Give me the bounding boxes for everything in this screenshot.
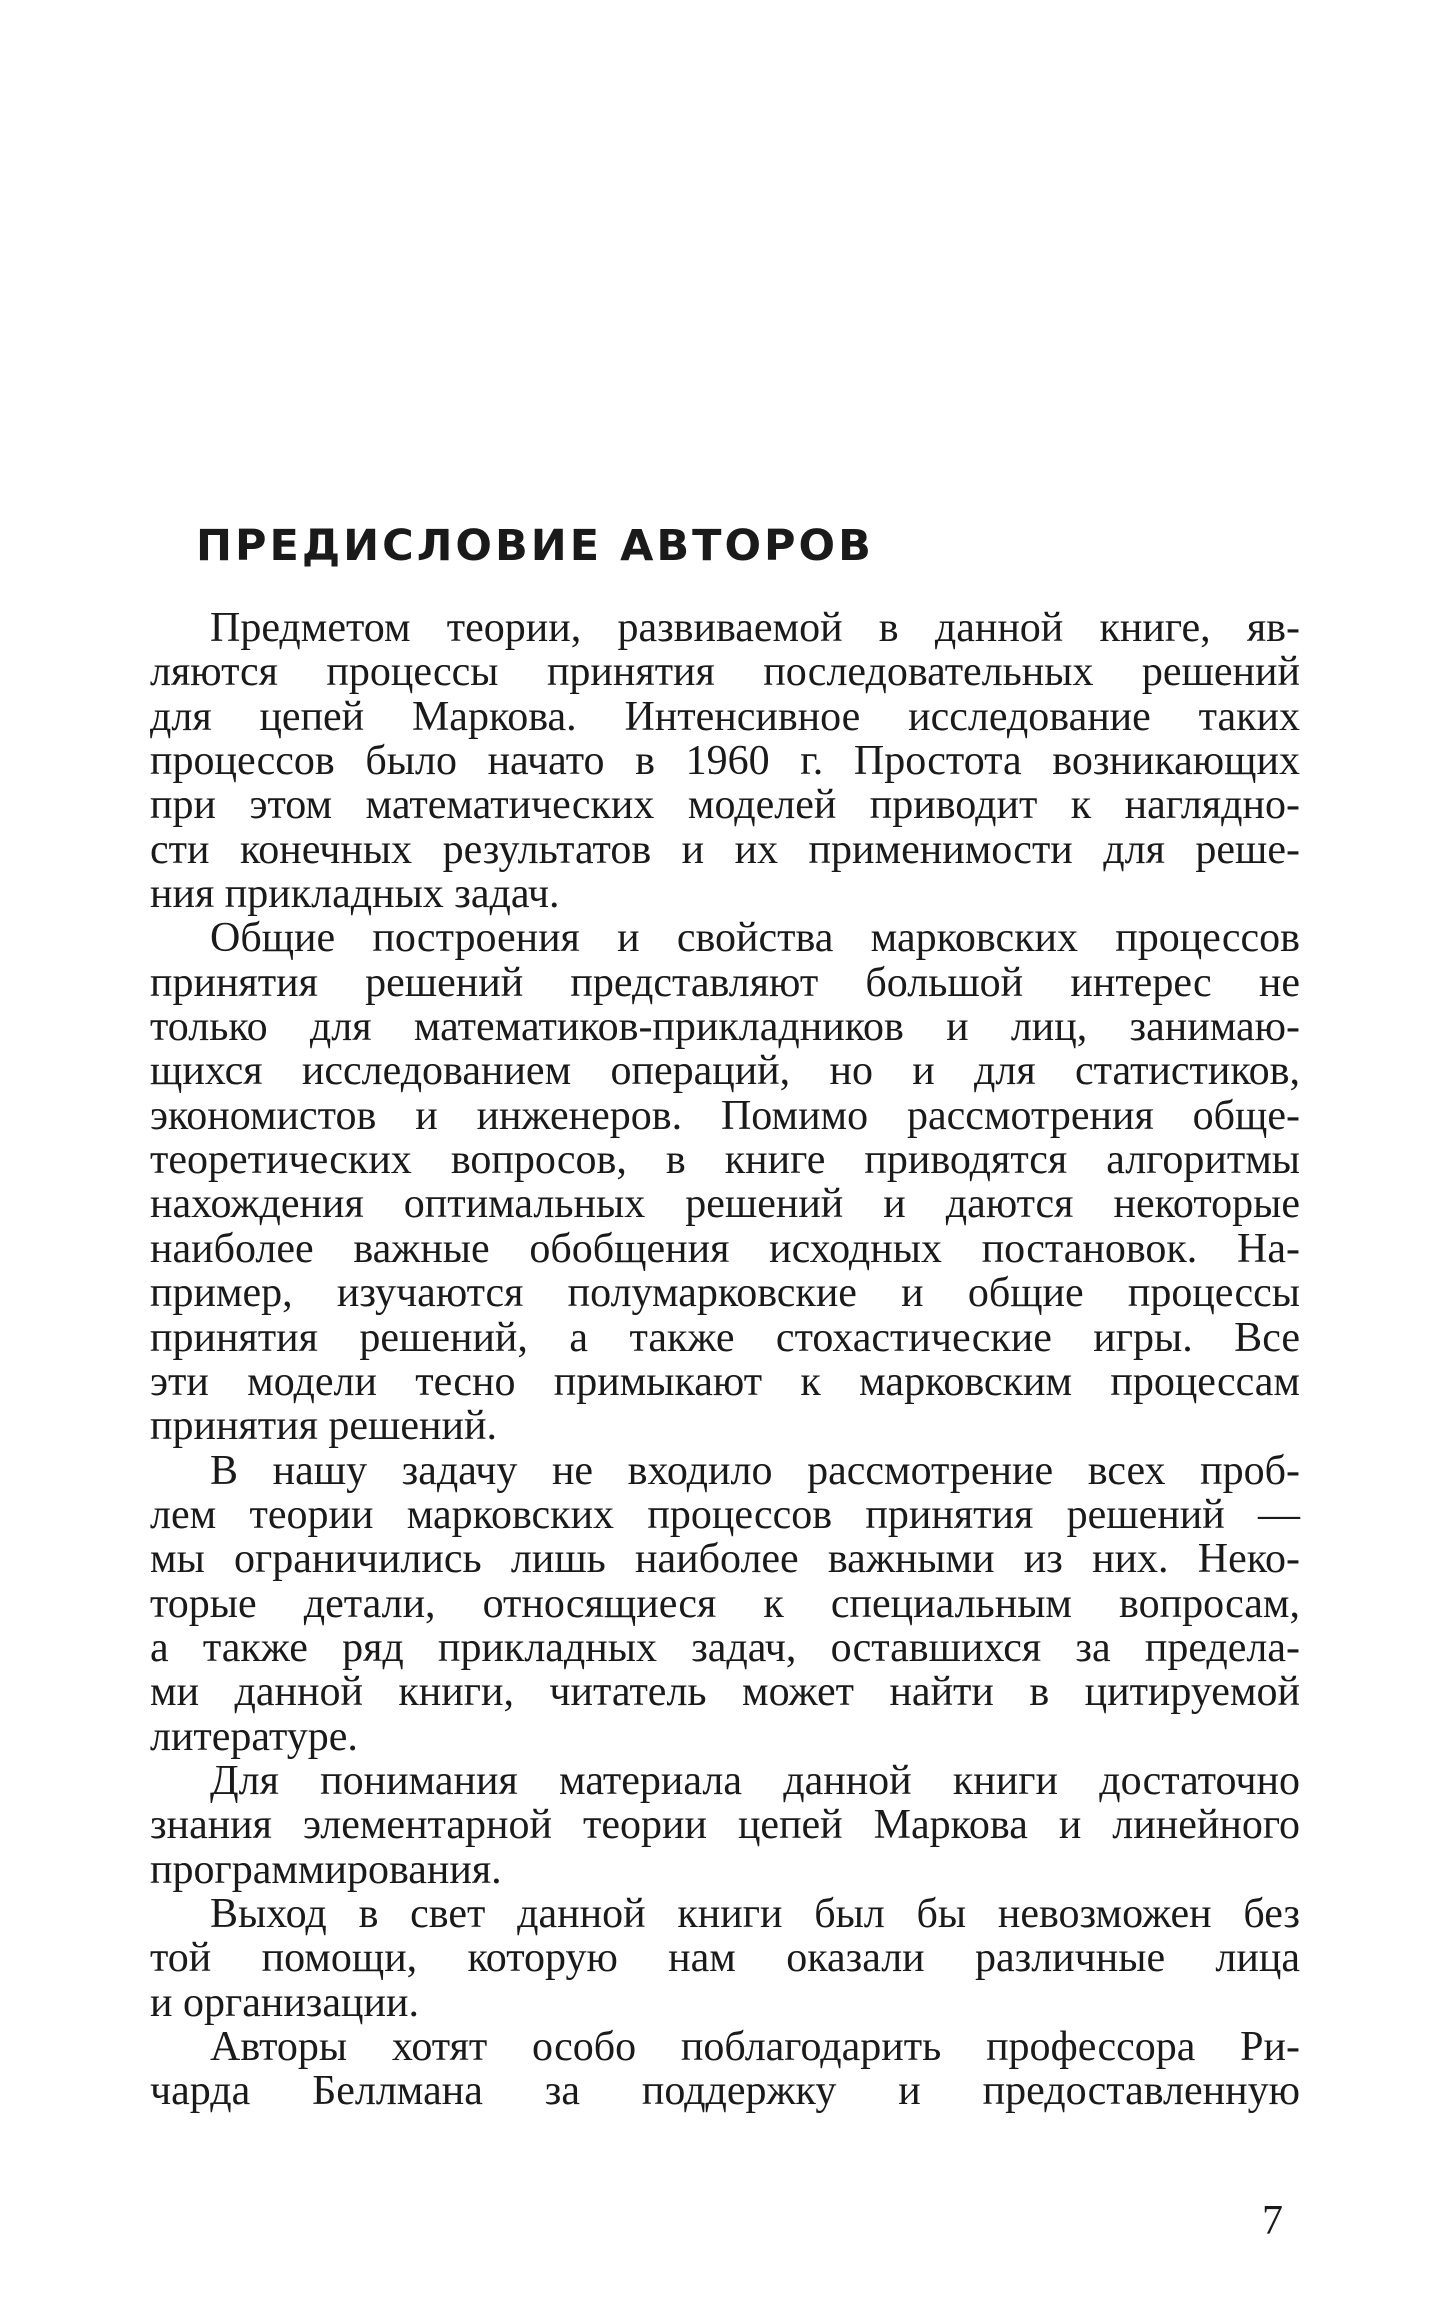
text-line: программирования. [150, 1846, 502, 1893]
paragraph-3 [150, 1449, 1300, 1759]
text-line: теоретических вопросов, в книге приводятся алгоритмы [150, 1137, 1300, 1184]
paragraph-6 [150, 2025, 1300, 2114]
text-line: а также ряд прикладных задач, оставшихся за предела- [150, 1624, 1300, 1671]
text-line: при этом математических моделей приводит к нагляднo- [150, 782, 1300, 829]
text-line: лем теории марковских процессов принятия решений — [150, 1491, 1300, 1538]
text-line: Для понимания материала данной книги достаточно [210, 1757, 1300, 1804]
text-line: для цепей Маркова. Интенсивное исследование таких [150, 693, 1300, 740]
text-line: экономистов и инженеров. Помимо рассмотрения обще- [150, 1092, 1300, 1139]
text-line: ми данной книги, читатель может найти в цитируемой [150, 1669, 1300, 1716]
text-line: мы ограничились лишь наиболее важными из них. Неко- [150, 1536, 1300, 1583]
text-line: ляются процессы принятия последовательных решений [150, 649, 1300, 696]
text-line: процессов было начато в 1960 г. Простота возникающих [150, 738, 1300, 785]
page-number: 7 [1262, 2198, 1283, 2244]
preface-body [150, 606, 1300, 2114]
text-line: торые детали, относящиеся к специальным вопросам, [150, 1580, 1300, 1627]
text-line: Авторы хотят особо поблагодарить профессора Ри- [210, 2024, 1300, 2070]
text-line: щихся исследованием операций, но и для статистиков, [150, 1048, 1300, 1095]
text-line: Выход в свет данной книги был бы невозможен без [210, 1890, 1300, 1937]
text-line: эти модели тесно примыкают к марковским процессам [150, 1358, 1300, 1405]
text-line: чарда Беллмана за поддержку и предоставленную [150, 2068, 1300, 2115]
text-line: принятия решений представляют большой интерес не [150, 959, 1300, 1006]
paragraph-2 [150, 916, 1300, 1448]
text-line: ния прикладных задач. [150, 871, 560, 918]
text-line: сти конечных результатов и их применимости для реше- [150, 826, 1300, 873]
text-line: принятия решений, а также стохастические игры. Все [150, 1314, 1300, 1361]
text-line: Общие построения и свойства марковских процессов [210, 915, 1300, 962]
text-line: знания элементарной теории цепей Маркова и линейного [150, 1802, 1300, 1849]
text-line: принятия решений. [150, 1403, 497, 1450]
text-line: литературе. [150, 1713, 358, 1760]
text-line: наиболее важные обобщения исходных постановок. На- [150, 1225, 1300, 1272]
text-line: В нашу задачу не входило рассмотрение всех проб- [210, 1447, 1300, 1494]
paragraph-1 [150, 606, 1300, 916]
paragraph-4 [150, 1759, 1300, 1892]
page-heading: ПРЕДИСЛОВИЕ АВТОРОВ [196, 521, 874, 571]
text-line: только для математиков-прикладников и лиц, занимаю- [150, 1004, 1300, 1051]
text-line: Предметом теории, развиваемой в данной книге, яв- [210, 605, 1300, 651]
text-line: и организации. [150, 1979, 419, 2026]
text-line: пример, изучаются полумарковские и общие процессы [150, 1270, 1300, 1317]
text-line: той помощи, которую нам оказали различные лица [150, 1935, 1300, 1982]
paragraph-5 [150, 1892, 1300, 2025]
text-line: нахождения оптимальных решений и даются некоторые [150, 1181, 1300, 1228]
